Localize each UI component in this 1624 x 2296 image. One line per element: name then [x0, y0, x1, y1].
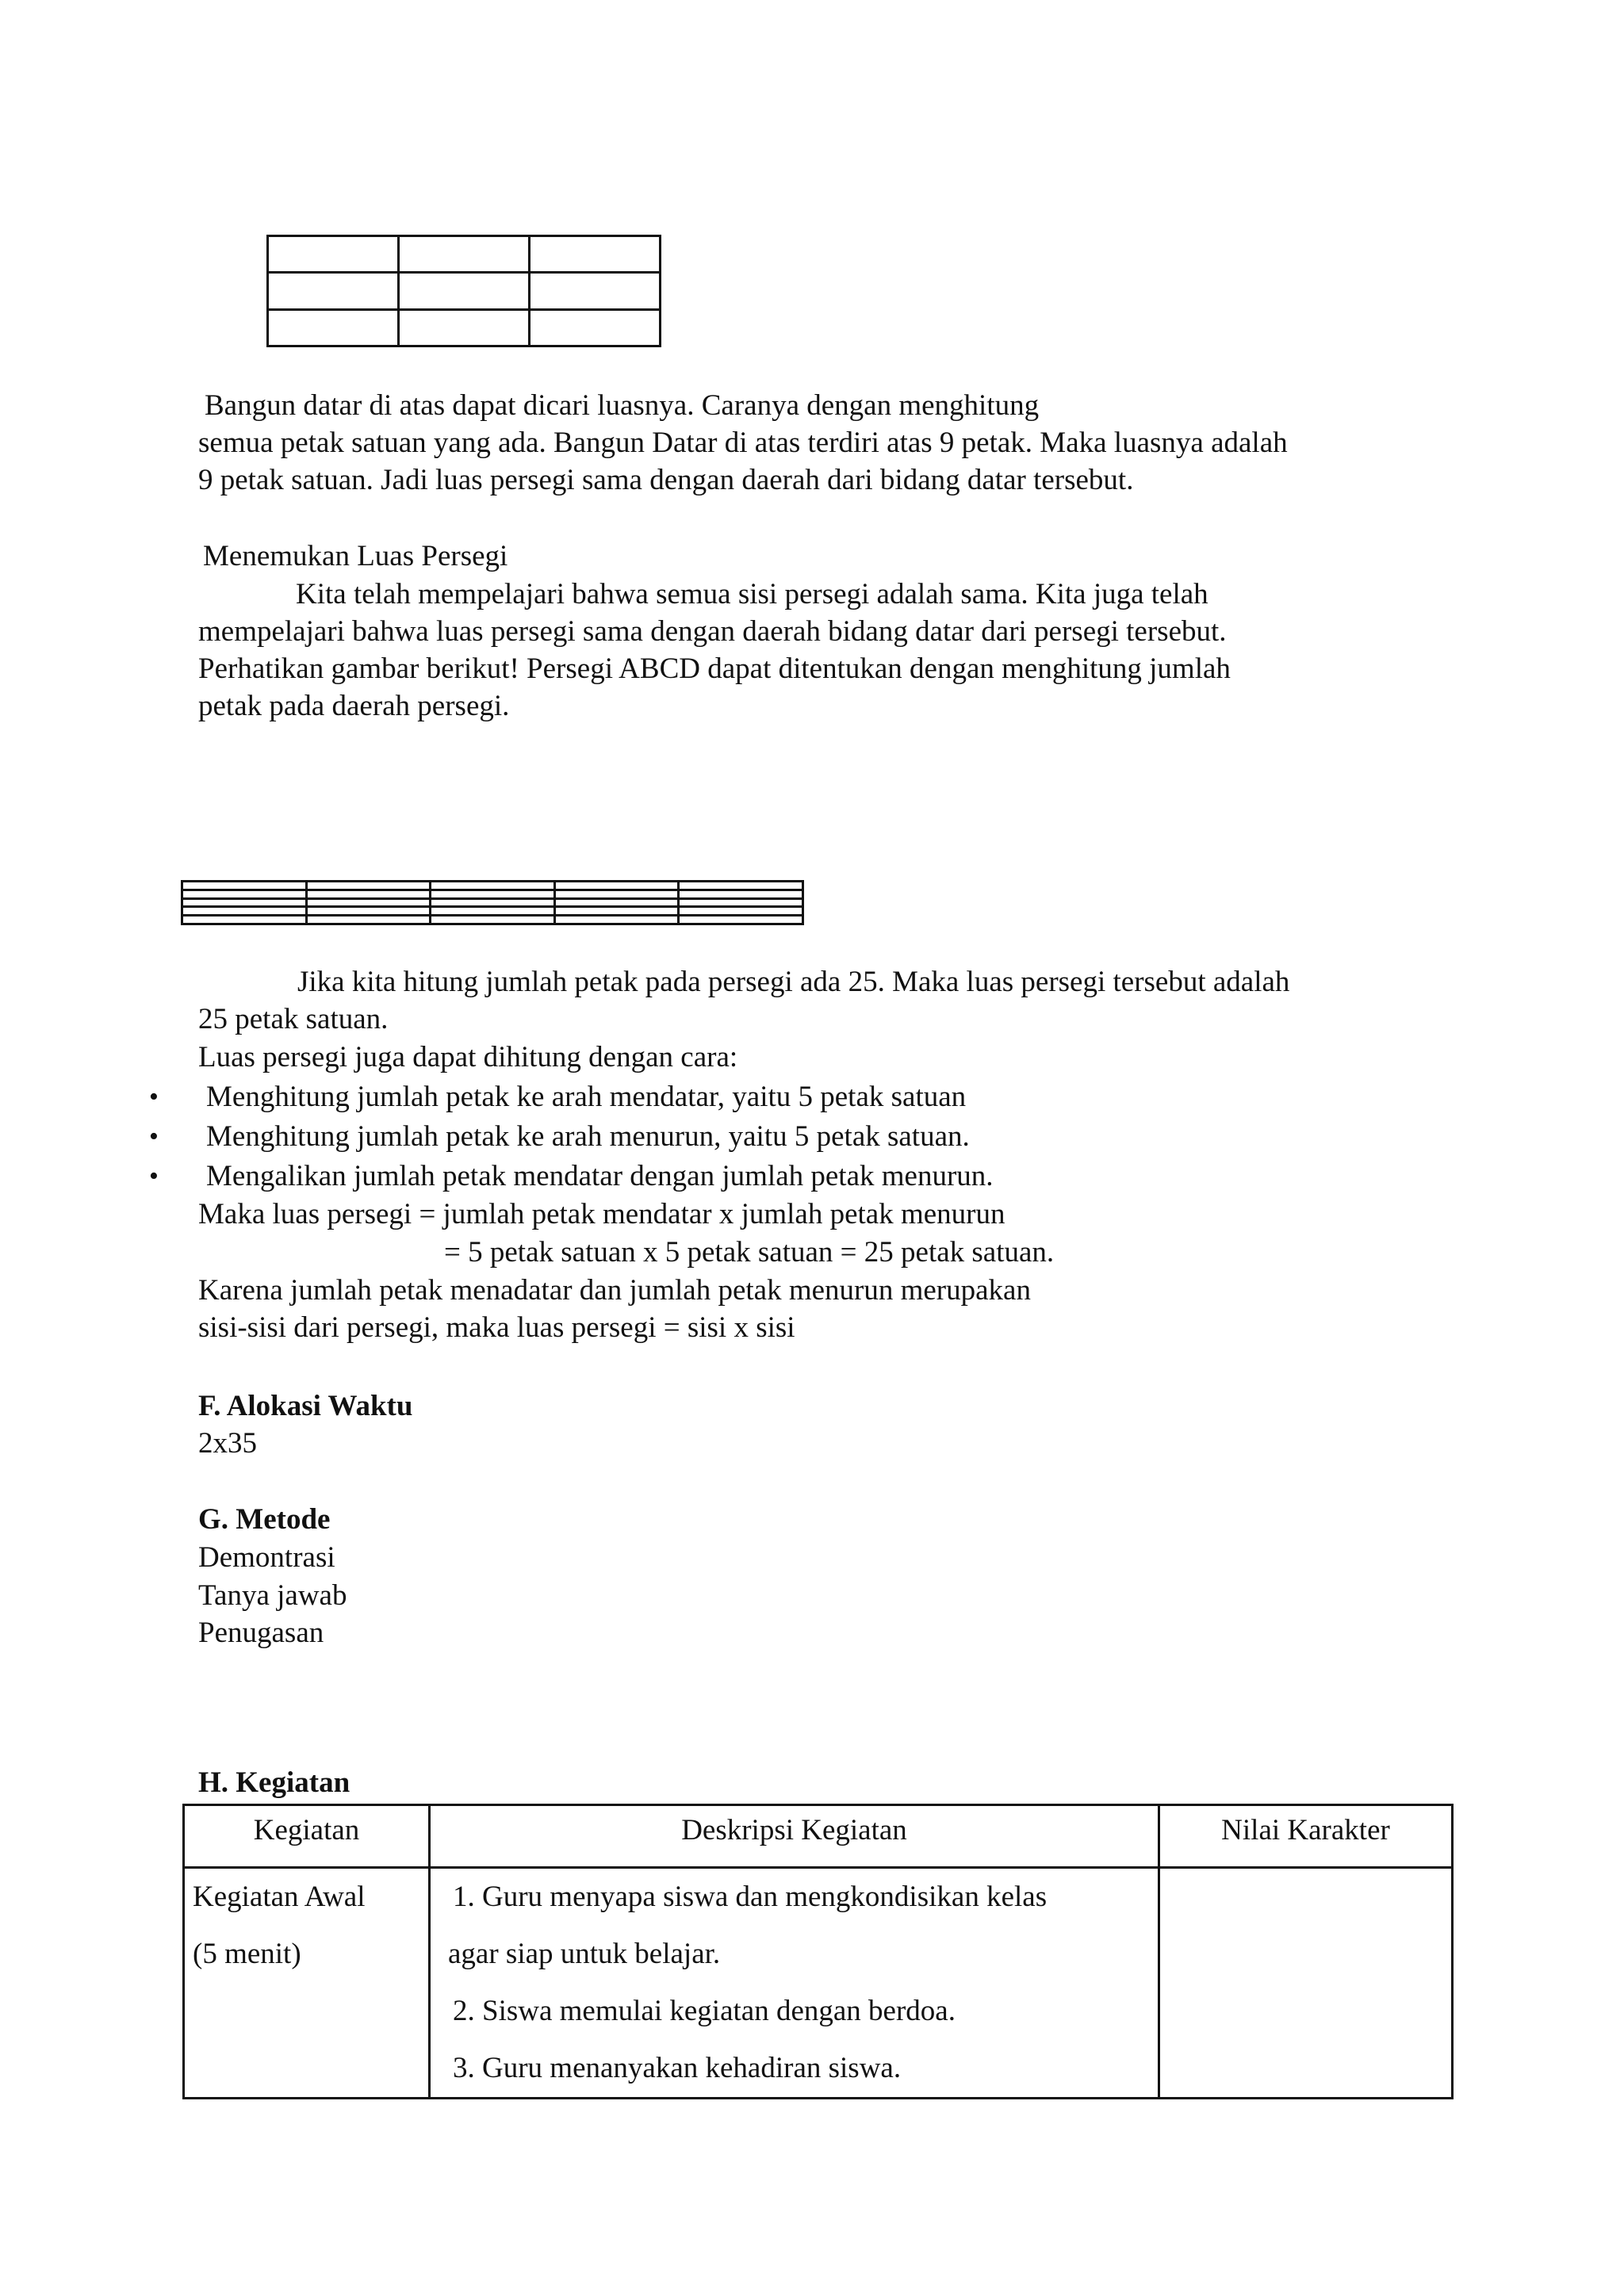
paragraph2-line-3: Luas persegi juga dapat dihitung dengan cara: — [198, 1041, 738, 1073]
bullet-dot-1: • — [149, 1082, 159, 1112]
section-g-item-1: Demontrasi — [198, 1541, 335, 1574]
bullet-item-3: Mengalikan jumlah petak mendatar dengan jumlah petak menurun. — [206, 1160, 994, 1192]
header-kegiatan: Kegiatan — [184, 1805, 430, 1868]
section-g-item-2: Tanya jawab — [198, 1579, 347, 1612]
section-f-heading: F. Alokasi Waktu — [198, 1390, 413, 1422]
section-g-item-3: Penugasan — [198, 1617, 324, 1649]
large-square-grid — [181, 880, 804, 925]
paragraph2-line-2: 25 petak satuan. — [198, 1003, 389, 1035]
bullet-item-2: Menghitung jumlah petak ke arah menurun, yaitu 5 petak satuan. — [206, 1120, 970, 1153]
deskripsi-line-1: 1. Guru menyapa siswa dan mengkondisikan kelas — [453, 1881, 1048, 1913]
deskripsi-line-4: 3. Guru menanyakan kehadiran siswa. — [453, 2052, 902, 2084]
paragraph2-line-1: Jika kita hitung jumlah petak pada persegi ada 25. Maka luas persegi tersebut adalah — [297, 966, 1290, 998]
section-g-heading: G. Metode — [198, 1503, 331, 1536]
section-luas-heading: Menemukan Luas Persegi — [203, 540, 508, 572]
bullet-dot-2: • — [149, 1122, 159, 1151]
section-luas-line-1: Kita telah mempelajari bahwa semua sisi persegi adalah sama. Kita juga telah — [296, 578, 1208, 610]
kegiatan-label: Kegiatan Awal — [193, 1881, 366, 1913]
kegiatan-table — [182, 1804, 1454, 2099]
section-luas-line-3: Perhatikan gambar berikut! Persegi ABCD dapat ditentukan dengan menghitung jumlah — [198, 652, 1231, 685]
section-h-heading: H. Kegiatan — [198, 1766, 350, 1799]
formula-line-2: = 5 petak satuan x 5 petak satuan = 25 petak satuan. — [444, 1236, 1055, 1269]
bullet-dot-3: • — [149, 1161, 159, 1191]
deskripsi-line-2: agar siap untuk belajar. — [448, 1938, 721, 1970]
cell-nilai-karakter — [1159, 1868, 1453, 2099]
cell-kegiatan — [184, 1868, 430, 2099]
section-f-value: 2x35 — [198, 1427, 257, 1460]
table-row — [184, 1868, 1453, 2099]
kegiatan-duration: (5 menit) — [193, 1938, 301, 1970]
paragraph1-line-2: semua petak satuan yang ada. Bangun Datar di atas terdiri atas 9 petak. Maka luasnya adalah — [198, 427, 1288, 459]
table-header-row — [184, 1805, 1453, 1868]
formula-line-3: Karena jumlah petak menadatar dan jumlah petak menurun merupakan — [198, 1274, 1031, 1307]
header-nilai-karakter: Nilai Karakter — [1159, 1805, 1453, 1868]
paragraph1-line-3: 9 petak satuan. Jadi luas persegi sama dengan daerah dari bidang datar tersebut. — [198, 464, 1134, 496]
small-square-grid — [266, 235, 661, 347]
cell-deskripsi — [430, 1868, 1159, 2099]
formula-line-1: Maka luas persegi = jumlah petak mendatar x jumlah petak menurun — [198, 1198, 1005, 1230]
formula-line-4: sisi-sisi dari persegi, maka luas persegi = sisi x sisi — [198, 1311, 795, 1344]
deskripsi-line-3: 2. Siswa memulai kegiatan dengan berdoa. — [453, 1995, 956, 2027]
bullet-item-1: Menghitung jumlah petak ke arah mendatar, yaitu 5 petak satuan — [206, 1081, 967, 1113]
section-luas-line-2: mempelajari bahwa luas persegi sama dengan daerah bidang datar dari persegi tersebut. — [198, 615, 1227, 648]
section-luas-line-4: petak pada daerah persegi. — [198, 690, 510, 722]
paragraph1-line-1: Bangun datar di atas dapat dicari luasnya. Caranya dengan menghitung — [205, 389, 1040, 422]
header-deskripsi: Deskripsi Kegiatan — [430, 1805, 1159, 1868]
